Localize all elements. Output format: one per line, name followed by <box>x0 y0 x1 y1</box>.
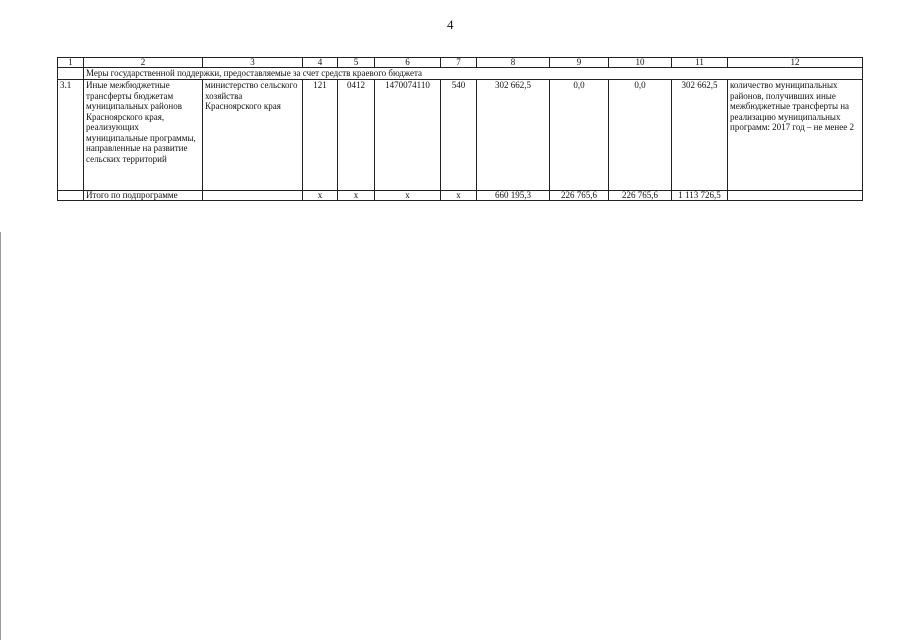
total-rzpr: х <box>338 191 375 201</box>
row-y1: 302 662,5 <box>477 80 550 191</box>
row-y2: 0,0 <box>550 80 609 191</box>
row-name: Иные межбюджетные трансферты бюджетам муниципальных районов Красноярского края, реализующих муниципальные программы, направленные на развитие сельских территорий <box>84 80 203 191</box>
row-vr: 540 <box>441 80 477 191</box>
scan-edge-line <box>0 232 1 640</box>
section-blank <box>58 68 84 80</box>
total-label: Итого по подпрограмме <box>84 191 203 201</box>
column-number-row <box>58 58 863 68</box>
total-row <box>58 191 863 201</box>
col-number: 4 <box>303 58 338 68</box>
total-y2: 226 765,6 <box>550 191 609 201</box>
row-rzpr: 0412 <box>338 80 375 191</box>
total-vr: х <box>441 191 477 201</box>
col-number: 3 <box>203 58 303 68</box>
row-csr: 1470074110 <box>375 80 441 191</box>
total-csr: х <box>375 191 441 201</box>
total-y1: 660 195,3 <box>477 191 550 201</box>
col-number: 11 <box>672 58 728 68</box>
total-result <box>728 191 863 201</box>
total-sum: 1 113 726,5 <box>672 191 728 201</box>
total-blank <box>58 191 84 201</box>
col-number: 2 <box>84 58 203 68</box>
total-executor <box>203 191 303 201</box>
row-y3: 0,0 <box>609 80 672 191</box>
total-grbs: х <box>303 191 338 201</box>
row-executor: министерство сельского хозяйства Красноярского края <box>203 80 303 191</box>
page-number: 4 <box>447 17 454 32</box>
col-number: 8 <box>477 58 550 68</box>
col-number: 6 <box>375 58 441 68</box>
section-title: Меры государственной поддержки, предоставляемые за счет средств краевого бюджета <box>84 68 863 80</box>
row-result: количество муниципальных районов, получивших иные межбюджетные трансферты на реализацию муниципальных программ: 2017 год – не менее 2 <box>728 80 863 191</box>
row-grbs: 121 <box>303 80 338 191</box>
total-y3: 226 765,6 <box>609 191 672 201</box>
section-row <box>58 68 863 80</box>
col-number: 5 <box>338 58 375 68</box>
table-row <box>58 80 863 191</box>
col-number: 9 <box>550 58 609 68</box>
row-num: 3.1 <box>58 80 84 191</box>
row-total: 302 662,5 <box>672 80 728 191</box>
col-number: 12 <box>728 58 863 68</box>
col-number: 10 <box>609 58 672 68</box>
col-number: 7 <box>441 58 477 68</box>
subprogram-table <box>57 57 863 201</box>
col-number: 1 <box>58 58 84 68</box>
